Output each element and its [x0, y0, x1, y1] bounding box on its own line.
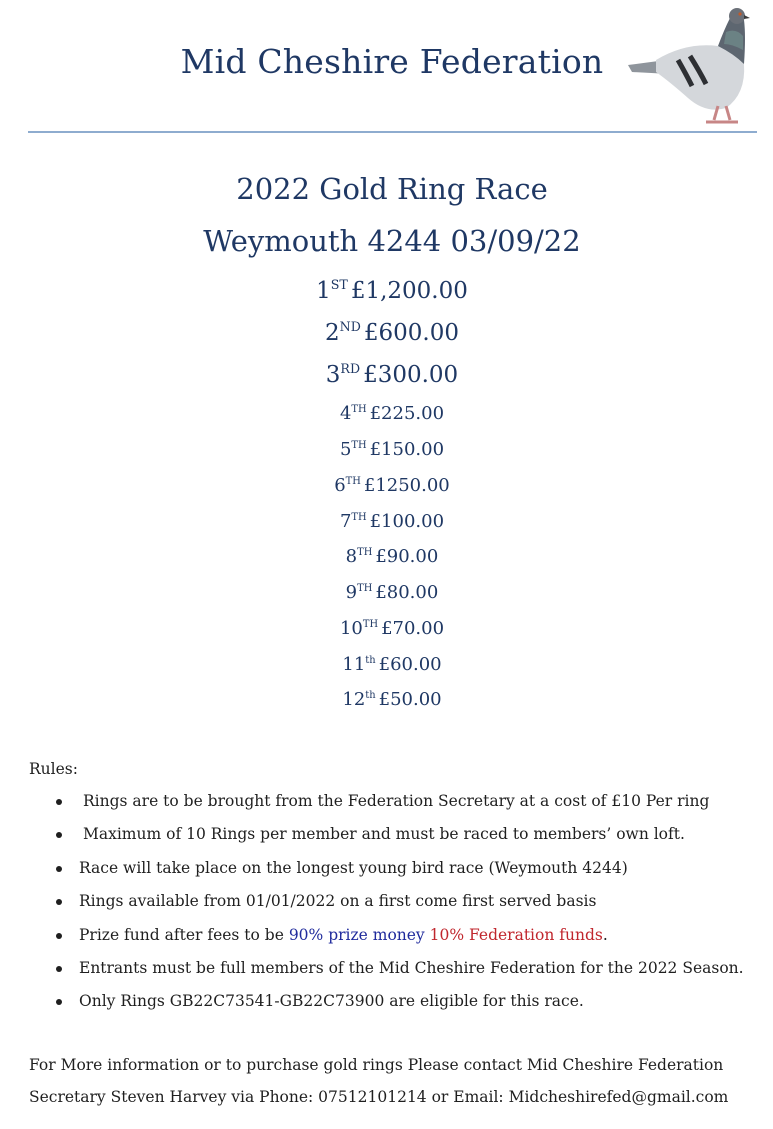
prize-position-suffix: th — [365, 655, 376, 667]
prize-position-suffix: RD — [340, 361, 361, 376]
rules-label: Rules: — [29, 760, 78, 778]
rule-item: Race will take place on the longest young bird race (Weymouth 4244) — [29, 852, 749, 885]
prize-amount: £1,200.00 — [350, 277, 468, 304]
prize-position: 8 — [345, 546, 358, 567]
prize-position: 9 — [345, 582, 358, 603]
prize-position: 7 — [339, 511, 352, 532]
prize-line — [0, 475, 773, 496]
prize-amount: £150.00 — [369, 439, 445, 460]
prize-amount: £70.00 — [381, 618, 445, 639]
prize-amount: £600.00 — [363, 319, 459, 346]
prize-amount: £1250.00 — [363, 475, 450, 496]
prize-line — [0, 403, 773, 424]
prize-position: 2 — [325, 319, 340, 346]
footer-line-1: For More information or to purchase gold rings Please contact Mid Cheshire Federation — [29, 1056, 724, 1074]
prize-line — [0, 277, 773, 304]
prize-position: 6 — [334, 475, 346, 496]
prize-money-share: 90% prize money — [288, 925, 425, 944]
federation-funds-share: 10% Federation funds — [429, 925, 603, 944]
race-subtitle: Weymouth 4244 03/09/22 — [203, 224, 581, 258]
rule-item: Entrants must be full members of the Mid Cheshire Federation for the 2022 Season. — [29, 952, 749, 985]
race-title: 2022 Gold Ring Race — [236, 172, 548, 206]
rule-item: Rings available from 01/01/2022 on a first come first served basis — [29, 885, 749, 918]
prize-position: 10 — [339, 618, 363, 639]
rule-item: Maximum of 10 Rings per member and must be raced to members’ own loft. — [29, 818, 749, 851]
prize-line — [0, 439, 773, 460]
prize-line — [0, 689, 773, 710]
rule-item-prize-fund — [29, 919, 749, 952]
prize-line — [0, 511, 773, 532]
prize-position-suffix: TH — [351, 512, 367, 524]
prize-position: 3 — [325, 361, 341, 388]
prize-line — [0, 618, 773, 639]
header-divider — [28, 131, 757, 133]
prize-amount: £90.00 — [375, 546, 439, 567]
prize-position-suffix: ST — [330, 277, 348, 292]
prize-position-suffix: TH — [351, 404, 367, 416]
prize-fund-prefix: Prize fund after fees to be — [79, 925, 289, 944]
pigeon-logo — [626, 2, 761, 130]
prize-position: 12 — [342, 689, 366, 710]
prize-line — [0, 654, 773, 675]
prize-line — [0, 319, 773, 346]
prize-amount: £50.00 — [378, 689, 442, 710]
prize-position-suffix: TH — [345, 476, 361, 488]
prize-position-suffix: th — [365, 690, 376, 702]
prize-line — [0, 582, 773, 603]
prize-fund-suffix: . — [602, 925, 608, 944]
prize-amount: £60.00 — [378, 654, 442, 675]
rules-list — [29, 785, 749, 1019]
prize-position: 1 — [316, 277, 331, 304]
prize-position-suffix: ND — [339, 319, 361, 334]
prize-position-suffix: TH — [357, 547, 373, 559]
page-title: Mid Cheshire Federation — [180, 42, 604, 81]
prize-position-suffix: TH — [357, 583, 373, 595]
prize-amount: £225.00 — [369, 403, 445, 424]
prize-position: 4 — [339, 403, 352, 424]
prize-amount: £300.00 — [363, 361, 459, 388]
prize-position-suffix: TH — [351, 440, 367, 452]
prize-position: 5 — [339, 439, 352, 460]
rule-item: Only Rings GB22C73541-GB22C73900 are eligible for this race. — [29, 985, 749, 1018]
rule-item: Rings are to be brought from the Federation Secretary at a cost of £10 Per ring — [29, 785, 749, 818]
prize-line — [0, 361, 773, 388]
prize-line — [0, 546, 773, 567]
footer-line-2: Secretary Steven Harvey via Phone: 07512101214 or Email: Midcheshirefed@gmail.com — [29, 1088, 729, 1106]
prize-position-suffix: TH — [362, 619, 379, 631]
prize-position: 11 — [342, 654, 366, 675]
prize-amount: £100.00 — [369, 511, 445, 532]
prize-amount: £80.00 — [375, 582, 439, 603]
